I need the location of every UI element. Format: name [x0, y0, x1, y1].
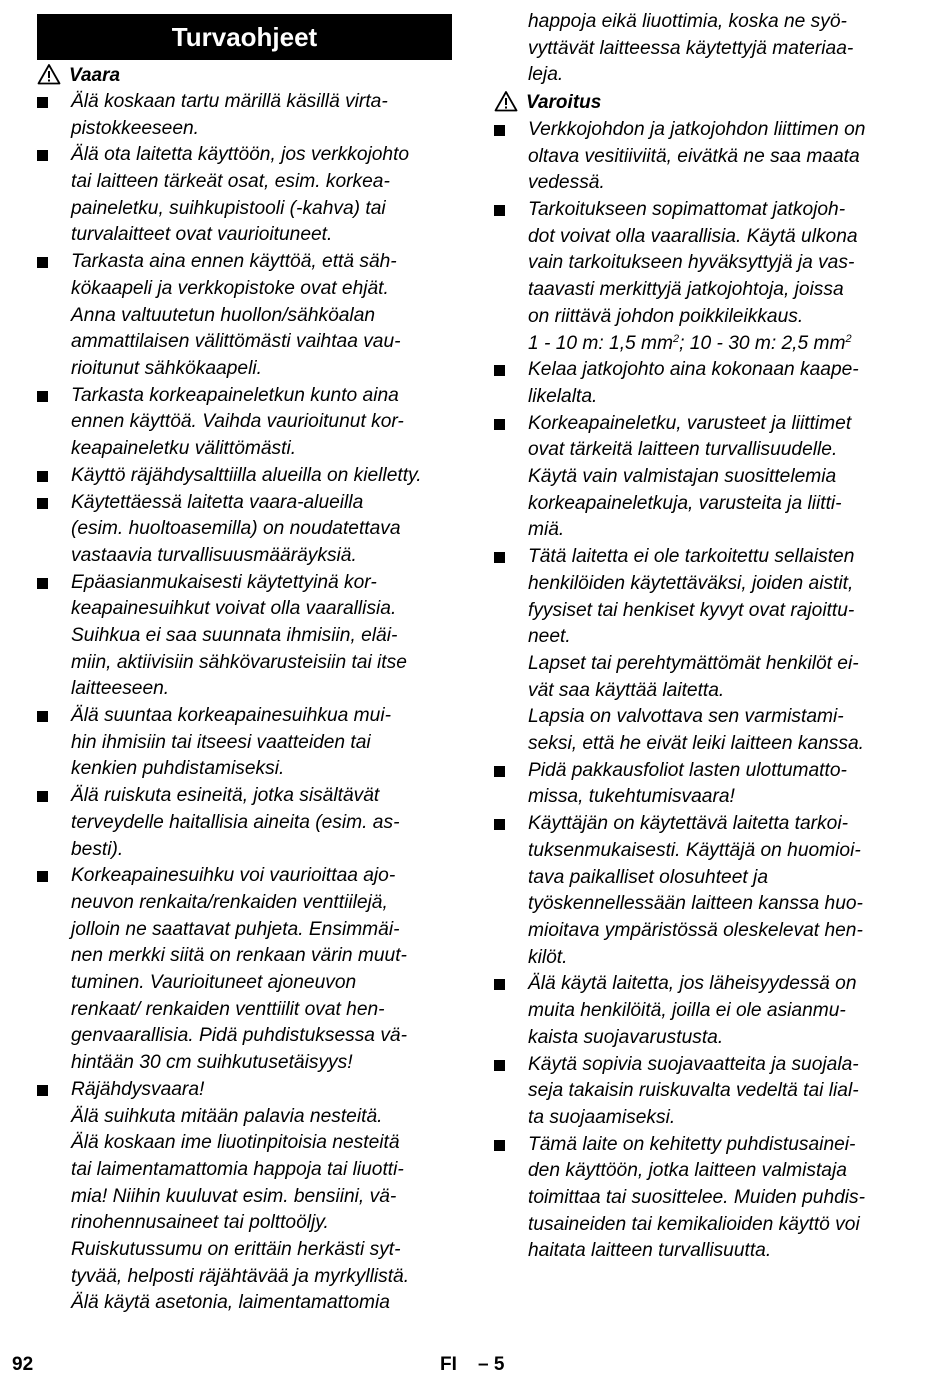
- text-line: Räjähdysvaara!: [71, 1078, 205, 1100]
- text-line: jolloin ne saattavat puhjeta. Ensimmäi-: [71, 918, 400, 940]
- square-bullet-icon: [37, 871, 48, 882]
- text-line: ovat tärkeitä laitteen turvallisuudelle.: [528, 439, 838, 461]
- text-line: Älä koskaan tartu märillä käsillä virta-: [71, 91, 388, 112]
- text-line: ammattilaisen välittömästi vaihtaa vau-: [71, 331, 401, 353]
- text-line: Älä koskaan ime liuotinpitoisia nesteitä: [71, 1132, 400, 1154]
- text-line: oltava vesitiiviitä, eivätkä ne saa maata: [528, 145, 860, 167]
- square-bullet-icon: [494, 819, 505, 830]
- text-line: den käyttöön, jotka laitteen valmistaja: [528, 1160, 847, 1182]
- text-line: työskennellessään laitteen kanssa huo-: [528, 893, 863, 915]
- text-line: Käytä vain valmistajan suosittelemia: [528, 466, 837, 488]
- text-line: Tämä laite on kehitetty puhdistusainei-: [528, 1133, 856, 1155]
- text-line: Älä käytä laitetta, jos läheisyydessä on: [528, 973, 857, 995]
- danger-heading: [37, 63, 120, 89]
- text-line: tuksenmukaisesti. Käyttäjä on huomioi-: [528, 839, 861, 861]
- text-line: terveydelle haitallisia aineita (esim. as-: [71, 811, 400, 833]
- text-line: tava paikalliset olosuhteet ja: [528, 866, 768, 888]
- text-line: nen merkki siitä on renkaan värin muut-: [71, 945, 407, 967]
- text-line: tyvää, helposti räjähtävää ja myrkyllistä.: [71, 1265, 410, 1287]
- text-line: Anna valtuutetun huollon/sähköalan: [71, 304, 376, 326]
- text-line: vedessä.: [528, 172, 605, 194]
- text-line: rinohennusaineet tai polttoöljy.: [71, 1212, 329, 1234]
- cable-spec-sup2: 2: [845, 332, 852, 345]
- square-bullet-icon: [494, 205, 505, 216]
- warning-heading: [494, 90, 601, 116]
- text-line: fyysiset tai henkiset kyvyt ovat rajoittu-: [528, 599, 855, 621]
- text-line: seksi, että he eivät leiki laitteen kanssa.: [528, 733, 864, 755]
- continuation-line: happoja eikä liuottimia, koska ne syö-: [528, 11, 847, 32]
- text-line: paineletku, suihkupistooli (-kahva) tai: [71, 197, 386, 219]
- text-line: Tarkasta aina ennen käyttöä, että säh-: [71, 251, 397, 273]
- text-line: dot voivat olla vaarallisia. Käytä ulkona: [528, 225, 858, 247]
- text-line: miä.: [528, 519, 565, 541]
- text-line: korkeapaineletkuja, varusteita ja liitti-: [528, 492, 842, 514]
- text-line: (esim. huoltoasemilla) on noudatettava: [71, 518, 401, 540]
- text-line: Tätä laitetta ei ole tarkoitettu sellaisten: [528, 546, 855, 568]
- text-line: Älä suihkuta mitään palavia nesteitä.: [71, 1105, 383, 1127]
- text-line: Tarkoitukseen sopimattomat jatkojoh-: [528, 199, 846, 221]
- text-line: likelalta.: [528, 385, 598, 407]
- text-line: Ruiskutussumu on erittäin herkästi syt-: [71, 1239, 401, 1261]
- square-bullet-icon: [494, 365, 505, 376]
- text-line: Epäasianmukaisesti käytettyinä kor-: [71, 571, 377, 593]
- square-bullet-icon: [37, 150, 48, 161]
- square-bullet-icon: [37, 391, 48, 402]
- square-bullet-icon: [37, 471, 48, 482]
- text-line: missa, tukehtumisvaara!: [528, 786, 735, 808]
- text-line: tai laimentamattomia happoja tai liuotti-: [71, 1158, 404, 1180]
- text-line: Verkkojohdon ja jatkojohdon liittimen on: [528, 119, 866, 140]
- warning-triangle-icon: [494, 90, 518, 112]
- text-line: henkilöiden käytettäväksi, joiden aistit,: [528, 572, 854, 594]
- text-line: Korkeapainesuihku voi vaurioittaa ajo-: [71, 865, 396, 887]
- heading-label: Varoitus: [526, 92, 602, 113]
- text-line: hin ihmisiin tai itseesi vaatteiden tai: [71, 731, 371, 753]
- text-line: toimittaa tai suosittelee. Muiden puhdis-: [528, 1186, 866, 1208]
- square-bullet-icon: [494, 552, 505, 563]
- section-title: Turvaohjeet: [37, 14, 452, 60]
- square-bullet-icon: [37, 1085, 48, 1096]
- text-line: neuvon renkaita/renkaiden venttiilejä,: [71, 891, 388, 913]
- square-bullet-icon: [494, 979, 505, 990]
- text-line: keapainesuihkut voivat olla vaarallisia.: [71, 598, 397, 620]
- text-line: Älä ruiskuta esineitä, jotka sisältävät: [71, 785, 380, 807]
- text-line: neet.: [528, 626, 571, 648]
- text-line: Suihkua ei saa suunnata ihmisiin, eläi-: [71, 624, 398, 646]
- text-line: kenkien puhdistamiseksi.: [71, 758, 285, 780]
- square-bullet-icon: [37, 257, 48, 268]
- text-line: rioitunut sähkökaapeli.: [71, 357, 262, 379]
- square-bullet-icon: [494, 419, 505, 430]
- text-line: vät saa käyttää laitetta.: [528, 679, 725, 701]
- square-bullet-icon: [494, 125, 505, 136]
- text-line: ennen käyttöä. Vaihda vaurioitunut kor-: [71, 411, 404, 433]
- text-line: hintään 30 cm suihkutusetäisyys!: [71, 1052, 353, 1074]
- cable-spec-part1: 1 - 10 m: 1,5 mm: [528, 332, 674, 354]
- text-line: Käytä sopivia suojavaatteita ja suojala-: [528, 1053, 859, 1075]
- text-line: renkaat/ renkaiden venttiilit ovat hen-: [71, 998, 385, 1020]
- text-line: keapaineletku välittömästi.: [71, 438, 297, 460]
- text-line: Älä ota laitetta käyttöön, jos verkkojohto: [71, 144, 410, 166]
- footer-section: – 5: [478, 1354, 505, 1375]
- square-bullet-icon: [37, 791, 48, 802]
- text-line: tusaineiden tai kemikalioiden käyttö voi: [528, 1213, 860, 1235]
- text-line: turvalaitteet ovat vaurioituneet.: [71, 224, 333, 246]
- text-line: Käyttäjän on käytettävä laitetta tarkoi-: [528, 813, 848, 835]
- square-bullet-icon: [37, 498, 48, 509]
- footer-language: FI: [440, 1354, 457, 1375]
- text-line: muita henkilöitä, joilla ei ole asianmu-: [528, 1000, 846, 1022]
- text-line: vastaavia turvallisuusmääräyksiä.: [71, 544, 357, 566]
- cable-spec-line: [528, 331, 852, 358]
- text-line: Korkeapaineletku, varusteet ja liittimet: [528, 412, 852, 434]
- continuation-line: vyttävät laitteessa käytettyjä materiaa-: [528, 37, 854, 59]
- continuation-line: leja.: [528, 64, 564, 86]
- text-line: taavasti merkittyjä jatkojohtoja, joissa: [528, 279, 844, 301]
- square-bullet-icon: [37, 711, 48, 722]
- text-line: besti).: [71, 838, 124, 860]
- text-line: Älä suuntaa korkeapainesuihkua mui-: [71, 705, 391, 727]
- text-line: kilöt.: [528, 946, 568, 968]
- warning-triangle-icon: [37, 63, 61, 85]
- text-line: seja takaisin ruiskuvalta vedeltä tai lial-: [528, 1080, 859, 1102]
- text-line: mioitava ympäristössä oleskelevat hen-: [528, 919, 863, 941]
- text-line: haitata laitteen turvallisuutta.: [528, 1240, 772, 1262]
- text-line: miin, aktiivisiin sähkövarusteisiin tai itse: [71, 651, 407, 673]
- text-line: kökaapeli ja verkkopistoke ovat ehjät.: [71, 277, 389, 299]
- text-line: genvaarallisia. Pidä puhdistuksessa vä-: [71, 1025, 407, 1047]
- text-line: ta suojaamiseksi.: [528, 1106, 676, 1128]
- cable-spec-sup1: 2: [673, 332, 680, 345]
- text-line: Lapset tai perehtymättömät henkilöt ei-: [528, 652, 859, 674]
- text-line: on riittävä johdon poikkileikkaus.: [528, 305, 804, 327]
- square-bullet-icon: [494, 1140, 505, 1151]
- square-bullet-icon: [494, 766, 505, 777]
- text-line: kaista suojavarustusta.: [528, 1026, 724, 1048]
- text-line: mia! Niihin kuuluvat esim. bensiini, vä-: [71, 1185, 397, 1207]
- text-line: Kelaa jatkojohto aina kokonaan kaape-: [528, 359, 859, 381]
- text-line: tuminen. Vaurioituneet ajoneuvon: [71, 972, 357, 994]
- text-line: Käyttö räjähdysalttiilla alueilla on kielletty.: [71, 464, 422, 486]
- cable-spec-part2: ; 10 - 30 m: 2,5 mm: [679, 332, 846, 354]
- text-line: laitteeseen.: [71, 678, 170, 700]
- text-line: tai laitteen tärkeät osat, esim. korkea-: [71, 171, 390, 193]
- heading-label: Vaara: [69, 65, 121, 86]
- text-line: Pidä pakkausfoliot lasten ulottumatto-: [528, 759, 847, 781]
- text-line: vain tarkoitukseen hyväksyttyjä ja vas-: [528, 252, 855, 274]
- text-line: Älä käytä asetonia, laimentamattomia: [71, 1292, 390, 1314]
- square-bullet-icon: [37, 578, 48, 589]
- square-bullet-icon: [494, 1060, 505, 1071]
- text-line: pistokkeeseen.: [71, 117, 199, 139]
- page-number: 92: [12, 1354, 34, 1375]
- text-line: Käytettäessä laitetta vaara-alueilla: [71, 491, 364, 513]
- text-line: Tarkasta korkeapaineletkun kunto aina: [71, 384, 399, 406]
- text-line: Lapsia on valvottava sen varmistami-: [528, 706, 844, 728]
- square-bullet-icon: [37, 97, 48, 108]
